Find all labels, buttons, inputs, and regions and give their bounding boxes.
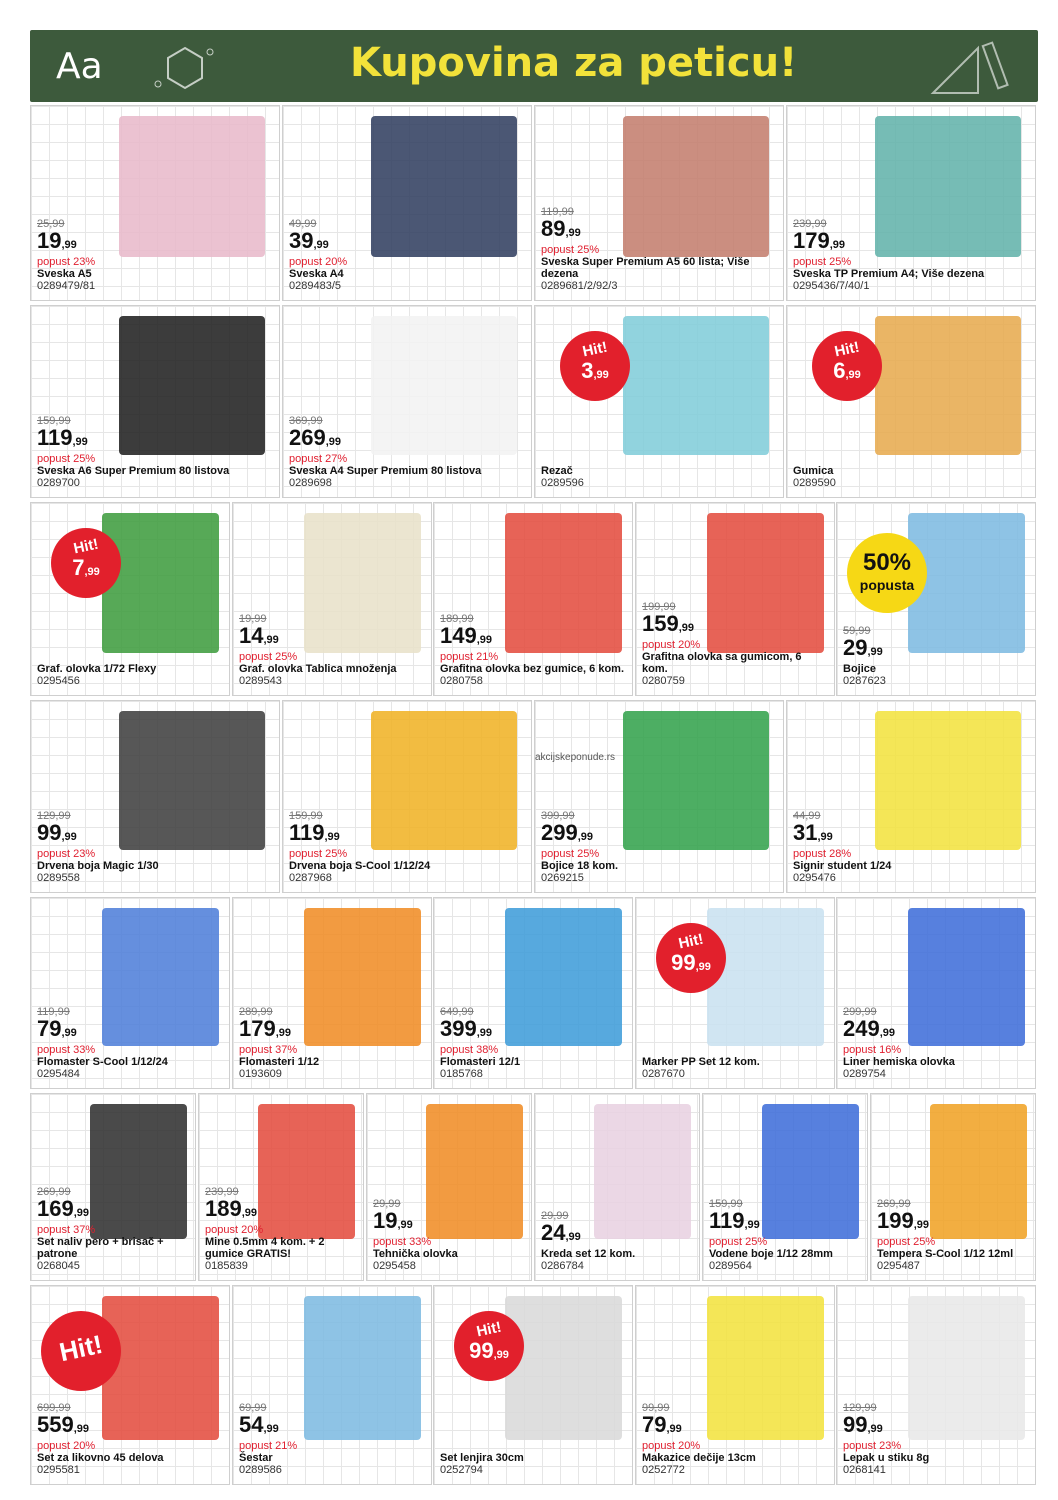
product-code: 0289564 <box>709 1260 752 1272</box>
price: 189,99 <box>205 1196 258 1221</box>
product-info <box>440 1006 626 1080</box>
product-info <box>793 218 1029 292</box>
price: 19,99 <box>37 228 77 253</box>
product-code: 0295456 <box>37 675 80 687</box>
product-card[interactable] <box>836 897 1036 1089</box>
product-code: 0295436/7/40/1 <box>793 280 870 292</box>
product-code: 0185839 <box>205 1260 248 1272</box>
product-card[interactable] <box>534 700 784 893</box>
old-price: 129,99 <box>37 810 71 822</box>
product-name: Flomaster S-Cool 1/12/24 <box>37 1056 168 1068</box>
product-info <box>843 1006 1029 1080</box>
product-name: Bojice <box>843 663 877 675</box>
discount: popust 23% <box>843 1440 902 1452</box>
product-info <box>642 601 828 687</box>
hit-label: Hit! <box>56 1328 106 1368</box>
product-info <box>440 1452 626 1476</box>
old-price: 29,99 <box>541 1210 569 1222</box>
product-card[interactable] <box>282 700 532 893</box>
discount: popust 27% <box>289 453 348 465</box>
product-name: Sveska A4 <box>289 268 344 280</box>
product-card[interactable] <box>198 1093 364 1281</box>
product-info <box>877 1198 1029 1272</box>
product-code: 0289483/5 <box>289 280 341 292</box>
product-row <box>30 502 1038 696</box>
old-price: 119,99 <box>541 206 574 218</box>
discount: popust 16% <box>843 1044 902 1056</box>
product-name: Flomasteri 1/12 <box>239 1056 320 1068</box>
old-price: 99,99 <box>642 1402 670 1414</box>
product-name: Tempera S-Cool 1/12 12ml <box>877 1248 1014 1260</box>
product-info <box>440 613 626 687</box>
product-code: 0295458 <box>373 1260 416 1272</box>
product-row <box>30 1285 1038 1485</box>
product-name: Rezač <box>541 465 573 477</box>
old-price: 29,99 <box>373 1198 401 1210</box>
product-info <box>37 218 273 292</box>
product-name: Bojice 18 kom. <box>541 860 619 872</box>
old-price: 159,99 <box>289 810 323 822</box>
discount: popust 20% <box>205 1224 264 1236</box>
product-name: Set naliv pero + brisač + patrone <box>37 1236 164 1260</box>
price: 249,99 <box>843 1016 896 1041</box>
price: 299,99 <box>541 820 594 845</box>
product-name: Tehnička olovka <box>373 1248 458 1260</box>
product-image <box>102 513 219 653</box>
old-price: 159,99 <box>37 415 71 427</box>
product-card[interactable] <box>870 1093 1036 1281</box>
product-row <box>30 700 1038 893</box>
discount-percent: 50% <box>862 549 912 576</box>
product-code: 0193609 <box>239 1068 282 1080</box>
price: 79,99 <box>37 1016 77 1041</box>
product-info <box>843 1402 1029 1476</box>
product-code: 0268141 <box>843 1464 886 1476</box>
discount: popust 20% <box>37 1440 96 1452</box>
product-info <box>642 1402 828 1476</box>
product-image <box>875 316 1021 455</box>
product-name: Drvena boja Magic 1/30 <box>37 860 159 872</box>
hit-price: 3,99 <box>581 358 609 383</box>
discount: popust 21% <box>440 651 499 663</box>
product-name: Sveska TP Premium A4; Više dezena <box>793 268 985 280</box>
discount: popust 25% <box>541 244 600 256</box>
product-card[interactable] <box>836 1285 1036 1485</box>
product-card[interactable] <box>786 305 1036 498</box>
header-title: Kupovina za peticu! <box>350 40 798 86</box>
discount-text: popusta <box>859 577 915 593</box>
product-code: 0289754 <box>843 1068 886 1080</box>
price: 179,99 <box>239 1016 292 1041</box>
discount: popust 33% <box>37 1044 96 1056</box>
discount: popust 25% <box>877 1236 936 1248</box>
product-info <box>37 1402 223 1476</box>
product-card[interactable] <box>30 305 280 498</box>
product-card[interactable] <box>30 1093 196 1281</box>
product-info <box>843 625 1029 687</box>
discount: popust 23% <box>37 848 96 860</box>
product-name: Vodene boje 1/12 28mm <box>709 1248 833 1260</box>
product-name: Drvena boja S-Cool 1/12/24 <box>289 860 431 872</box>
product-name: Set za likovno 45 delova <box>37 1452 164 1464</box>
price: 29,99 <box>843 635 883 660</box>
price: 19,99 <box>373 1208 413 1233</box>
product-info <box>37 810 273 884</box>
product-info <box>37 1006 223 1080</box>
discount: popust 25% <box>37 453 96 465</box>
discount-badge <box>847 533 927 613</box>
product-row <box>30 897 1038 1089</box>
product-info <box>373 1198 525 1272</box>
product-code: 0286784 <box>541 1260 584 1272</box>
product-card[interactable] <box>30 502 230 696</box>
product-card[interactable] <box>232 502 432 696</box>
old-price: 129,99 <box>843 1402 877 1414</box>
product-name: Lepak u stiku 8g <box>843 1452 930 1464</box>
product-card[interactable] <box>433 897 633 1089</box>
old-price: 19,99 <box>239 613 267 625</box>
product-info <box>541 465 777 489</box>
product-card[interactable] <box>30 700 280 893</box>
old-price: 59,99 <box>843 625 871 637</box>
product-code: 0268045 <box>37 1260 80 1272</box>
product-card[interactable] <box>232 897 432 1089</box>
product-code: 0295487 <box>877 1260 920 1272</box>
discount: popust 23% <box>37 256 96 268</box>
discount: popust 37% <box>239 1044 298 1056</box>
old-price: 269,99 <box>877 1198 911 1210</box>
product-image <box>707 908 824 1046</box>
discount: popust 25% <box>541 848 600 860</box>
product-name: Gumica <box>793 465 834 477</box>
product-code: 0289586 <box>239 1464 282 1476</box>
product-code: 0280758 <box>440 675 483 687</box>
price: 79,99 <box>642 1412 682 1437</box>
product-code: 0287968 <box>289 872 332 884</box>
product-card[interactable] <box>282 305 532 498</box>
product-name: Sveska A6 Super Premium 80 listova <box>37 465 230 477</box>
hit-label: Hit! <box>475 1318 503 1341</box>
hit-price: 99,99 <box>469 1338 509 1363</box>
product-name: Signir student 1/24 <box>793 860 892 872</box>
discount: popust 25% <box>793 256 852 268</box>
old-price: 159,99 <box>709 1198 743 1210</box>
watermark: akcijskeponude.rs <box>535 752 616 763</box>
product-name: Sveska Super Premium A5 60 lista; Više dezena <box>541 256 750 280</box>
product-card[interactable] <box>30 105 280 301</box>
product-code: 0289543 <box>239 675 282 687</box>
product-card[interactable] <box>786 700 1036 893</box>
product-name: Sveska A4 Super Premium 80 listova <box>289 465 482 477</box>
old-price: 25,99 <box>37 218 65 230</box>
product-name: Grafitna olovka bez gumice, 6 kom. <box>440 663 624 675</box>
product-code: 0269215 <box>541 872 584 884</box>
price: 559,99 <box>37 1412 90 1437</box>
price: 39,99 <box>289 228 329 253</box>
old-price: 649,99 <box>440 1006 474 1018</box>
product-code: 0295581 <box>37 1464 80 1476</box>
discount: popust 28% <box>793 848 852 860</box>
old-price: 399,99 <box>541 810 575 822</box>
product-name: Sveska A5 <box>37 268 92 280</box>
hit-label: Hit! <box>581 338 609 361</box>
product-code: 0289590 <box>793 477 836 489</box>
discount: popust 20% <box>642 639 701 651</box>
price: 89,99 <box>541 216 581 241</box>
product-info <box>709 1198 861 1272</box>
price: 54,99 <box>239 1412 279 1437</box>
product-code: 0289700 <box>37 477 80 489</box>
ruler-pencil-icon <box>928 38 1018 98</box>
product-name: Makazice dečije 13cm <box>642 1452 756 1464</box>
old-price: 699,99 <box>37 1402 71 1414</box>
old-price: 239,99 <box>793 218 827 230</box>
price: 31,99 <box>793 820 833 845</box>
product-info <box>541 206 777 292</box>
discount: popust 25% <box>289 848 348 860</box>
hit-price: 99,99 <box>671 950 711 975</box>
product-card[interactable] <box>534 305 784 498</box>
discount: popust 25% <box>239 651 298 663</box>
price: 119,99 <box>37 425 88 450</box>
product-name: Liner hemiska olovka <box>843 1056 955 1068</box>
hit-price: 6,99 <box>833 358 861 383</box>
product-code: 0289479/81 <box>37 280 96 292</box>
product-row <box>30 105 1038 301</box>
discount: popust 21% <box>239 1440 298 1452</box>
product-card[interactable] <box>786 105 1036 301</box>
product-name: Marker PP Set 12 kom. <box>642 1056 760 1068</box>
product-name: Set lenjira 30cm <box>440 1452 524 1464</box>
page-header <box>30 30 1038 102</box>
hit-badge <box>560 331 630 401</box>
hit-label: Hit! <box>833 338 861 361</box>
hit-label: Hit! <box>72 535 100 558</box>
product-info <box>289 810 525 884</box>
product-info <box>642 1056 828 1080</box>
product-info <box>239 1402 425 1476</box>
old-price: 119,99 <box>37 1006 70 1018</box>
product-card[interactable] <box>433 502 633 696</box>
product-info <box>239 1006 425 1080</box>
old-price: 299,99 <box>843 1006 877 1018</box>
old-price: 49,99 <box>289 218 317 230</box>
product-info <box>37 663 223 687</box>
product-info <box>289 415 525 489</box>
old-price: 189,99 <box>440 613 474 625</box>
product-name: Mine 0.5mm 4 kom. + 2 gumice GRATIS! <box>205 1236 325 1260</box>
product-name: Graf. olovka Tablica množenja <box>239 663 397 675</box>
product-card[interactable] <box>534 1093 700 1281</box>
hit-price: 7,99 <box>72 555 100 580</box>
product-name: Grafitna olovka sa gumicom, 6 kom. <box>642 651 802 675</box>
product-code: 0252772 <box>642 1464 685 1476</box>
price: 169,99 <box>37 1196 90 1221</box>
product-info <box>205 1186 357 1272</box>
product-card[interactable] <box>635 897 835 1089</box>
discount: popust 37% <box>37 1224 96 1236</box>
old-price: 199,99 <box>642 601 676 613</box>
old-price: 289,99 <box>239 1006 273 1018</box>
hit-badge <box>51 528 121 598</box>
product-card[interactable] <box>635 1285 835 1485</box>
product-name: Graf. olovka 1/72 Flexy <box>37 663 157 675</box>
product-code: 0252794 <box>440 1464 483 1476</box>
product-card[interactable] <box>30 897 230 1089</box>
product-card[interactable] <box>534 105 784 301</box>
discount: popust 33% <box>373 1236 432 1248</box>
product-code: 0289681/2/92/3 <box>541 280 618 292</box>
hit-badge <box>656 923 726 993</box>
hit-badge <box>454 1311 524 1381</box>
discount: popust 20% <box>289 256 348 268</box>
product-code: 0185768 <box>440 1068 483 1080</box>
discount: popust 25% <box>709 1236 768 1248</box>
product-card[interactable] <box>836 502 1036 696</box>
product-code: 0295484 <box>37 1068 80 1080</box>
product-info <box>541 1210 693 1272</box>
product-card[interactable] <box>433 1285 633 1485</box>
product-info <box>793 465 1029 489</box>
price: 14,99 <box>239 623 279 648</box>
product-code: 0295476 <box>793 872 836 884</box>
product-card[interactable] <box>366 1093 532 1281</box>
price: 99,99 <box>843 1412 883 1437</box>
price: 149,99 <box>440 623 493 648</box>
product-row <box>30 305 1038 498</box>
old-price: 269,99 <box>37 1186 71 1198</box>
product-image <box>623 316 769 455</box>
product-name: Šestar <box>239 1452 273 1464</box>
price: 119,99 <box>289 820 340 845</box>
product-info <box>37 415 273 489</box>
header-aa: Aa <box>56 46 103 87</box>
product-card[interactable] <box>282 105 532 301</box>
price: 159,99 <box>642 611 695 636</box>
product-info <box>239 613 425 687</box>
price: 119,99 <box>709 1208 760 1233</box>
product-row <box>30 1093 1038 1281</box>
price: 269,99 <box>289 425 342 450</box>
price: 199,99 <box>877 1208 930 1233</box>
product-card[interactable] <box>702 1093 868 1281</box>
old-price: 44,99 <box>793 810 821 822</box>
old-price: 69,99 <box>239 1402 267 1414</box>
price: 179,99 <box>793 228 846 253</box>
discount: popust 20% <box>642 1440 701 1452</box>
product-name: Flomasteri 12/1 <box>440 1056 521 1068</box>
product-code: 0280759 <box>642 675 685 687</box>
price: 99,99 <box>37 820 77 845</box>
product-name: Kreda set 12 kom. <box>541 1248 636 1260</box>
product-info <box>37 1186 189 1272</box>
product-card[interactable] <box>232 1285 432 1485</box>
product-info <box>541 810 777 884</box>
product-code: 0287623 <box>843 675 886 687</box>
old-price: 369,99 <box>289 415 323 427</box>
hit-badge <box>41 1311 121 1391</box>
product-code: 0287670 <box>642 1068 685 1080</box>
product-card[interactable] <box>635 502 835 696</box>
product-info <box>289 218 525 292</box>
product-card[interactable] <box>30 1285 230 1485</box>
price: 399,99 <box>440 1016 493 1041</box>
hit-label: Hit! <box>677 930 705 953</box>
product-code: 0289698 <box>289 477 332 489</box>
chemistry-icon <box>150 40 220 95</box>
product-code: 0289596 <box>541 477 584 489</box>
discount: popust 38% <box>440 1044 499 1056</box>
price: 24,99 <box>541 1220 581 1245</box>
product-info <box>793 810 1029 884</box>
product-code: 0289558 <box>37 872 80 884</box>
product-image <box>505 1296 622 1440</box>
hit-badge <box>812 331 882 401</box>
old-price: 239,99 <box>205 1186 239 1198</box>
